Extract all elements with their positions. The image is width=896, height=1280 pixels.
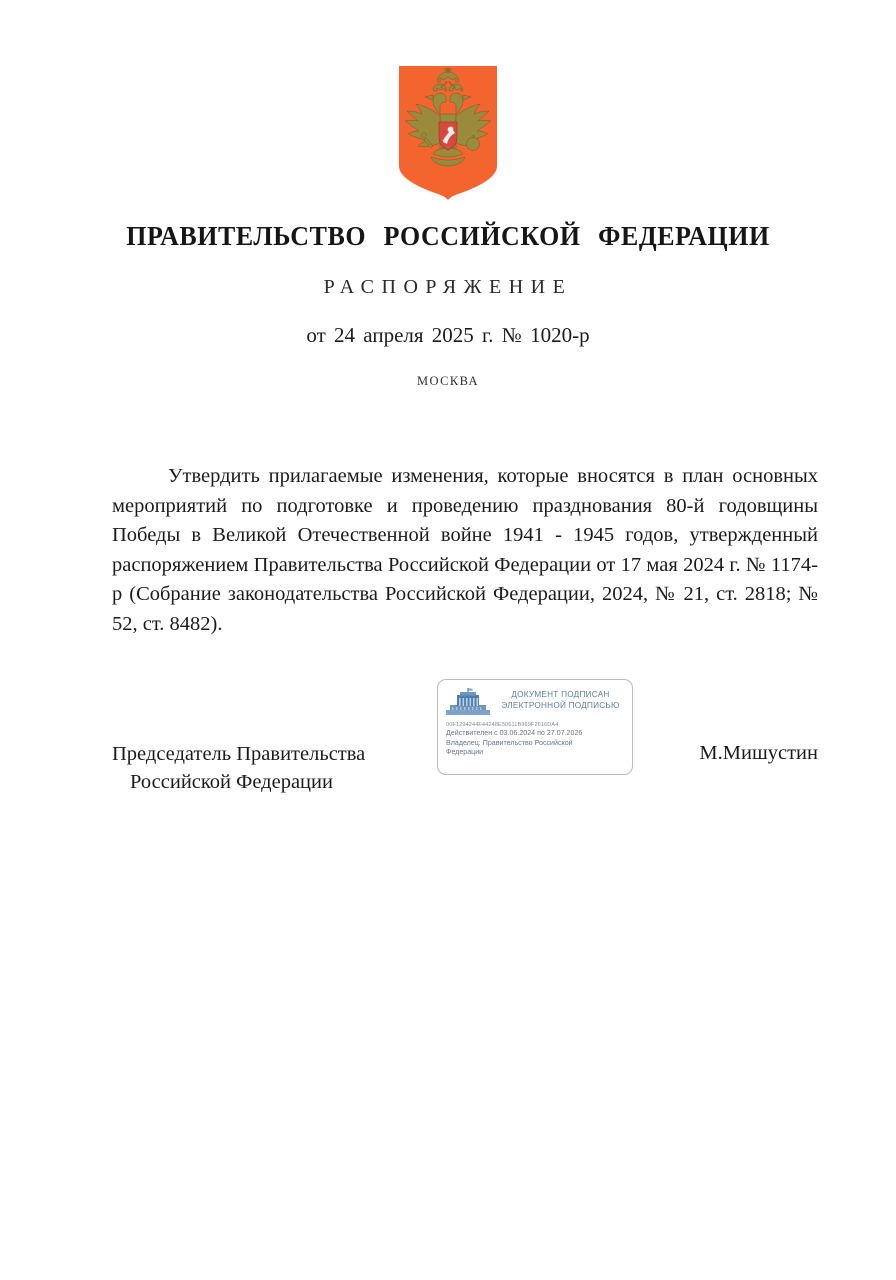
government-title: ПРАВИТЕЛЬСТВО РОССИЙСКОЙ ФЕДЕРАЦИИ bbox=[126, 221, 770, 251]
document-kind: РАСПОРЯЖЕНИЕ bbox=[323, 275, 573, 298]
signer-position-line2: Российской Федерации bbox=[130, 771, 333, 793]
electronic-signature-stamp bbox=[437, 679, 633, 775]
russian-coat-of-arms-icon bbox=[393, 62, 503, 202]
estamp-title-line2: ЭЛЕКТРОННОЙ ПОДПИСЬЮ bbox=[501, 700, 620, 710]
signer-name: М.Мишустин bbox=[699, 742, 818, 764]
estamp-details bbox=[446, 721, 624, 758]
estamp-owner-line2: Федерации bbox=[446, 748, 484, 757]
estamp-certificate: 00F1294244F44248E50611B969F2616DA4 bbox=[446, 722, 559, 728]
estamp-owner-line1: Владелец: Правительство Российской bbox=[446, 738, 573, 747]
document-date-number: от 24 апреля 2025 г. № 1020-р bbox=[306, 322, 590, 347]
estamp-title-line1: ДОКУМЕНТ ПОДПИСАН bbox=[511, 690, 610, 699]
estamp-title bbox=[497, 687, 624, 711]
document-city: МОСКВА bbox=[417, 373, 479, 388]
signer-position-line1: Председатель Правительства bbox=[112, 743, 366, 765]
signer-position bbox=[112, 712, 365, 824]
estamp-validity: Действителен с 03.06.2024 по 27.07.2026 bbox=[446, 729, 583, 737]
document-header bbox=[0, 222, 896, 389]
body-paragraph: Утвердить прилагаемые изменения, которые вносятся в план основных мероприятий по подготовке и проведению празднования 80-й годовщины Победы в Великой Отечественной войне 1941 - 1945 годов, утвержденный распоряжением Правительства Российской Федерации от 17 мая 2024 г. № 1174-р (Собрание законодательства Российской Федерации, 2024, № 21, ст. 2818; № 52, ст. 8482). bbox=[112, 465, 818, 635]
emblem-container bbox=[0, 62, 896, 202]
estamp-header-row bbox=[446, 687, 624, 715]
government-building-icon bbox=[446, 688, 490, 715]
